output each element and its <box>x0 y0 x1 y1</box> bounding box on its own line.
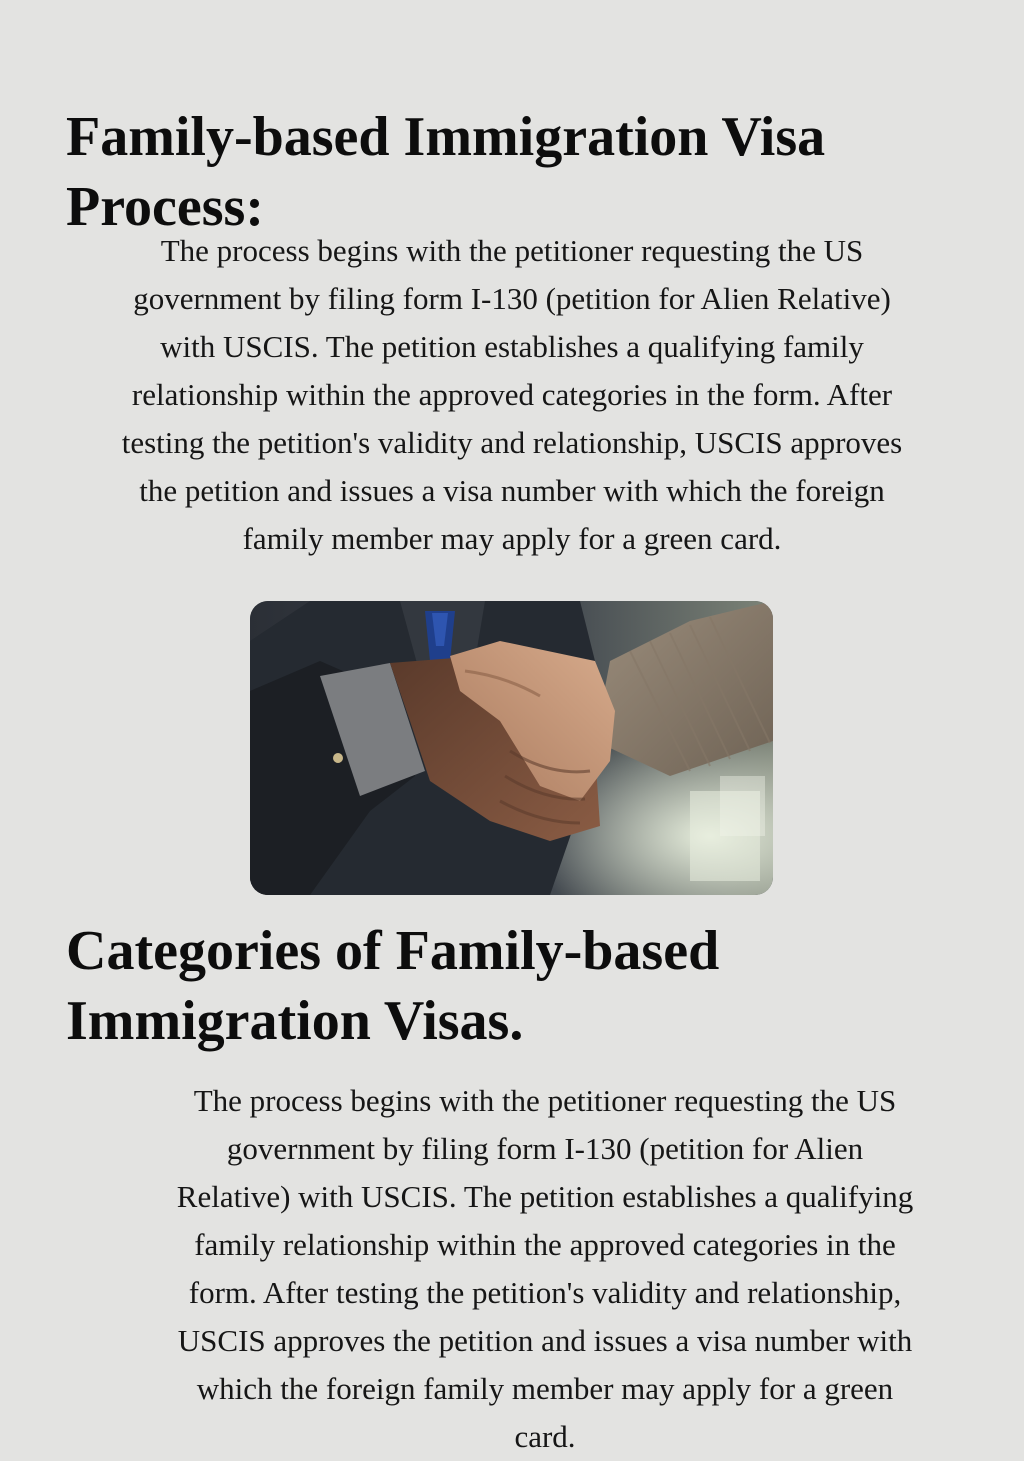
paragraph-line: which the foreign family member may apply for a green <box>196 1371 894 1406</box>
paragraph-line: with USCIS. The petition establishes a qualifying family <box>160 329 864 364</box>
paragraph-line: family relationship within the approved categories in the <box>194 1227 896 1262</box>
section1-heading-line: Process: <box>66 176 264 238</box>
paragraph-line: The process begins with the petitioner requesting the US <box>193 1083 897 1118</box>
paragraph-line: testing the petition's validity and relationship, USCIS approves <box>121 425 903 460</box>
section2-heading-line: Immigration Visas. <box>66 990 524 1052</box>
section2-paragraph <box>120 1077 970 1461</box>
paragraph-line: card. <box>514 1419 576 1454</box>
paragraph-line: The process begins with the petitioner requesting the US <box>160 233 864 268</box>
paragraph-line: Relative) with USCIS. The petition establishes a qualifying <box>176 1179 914 1214</box>
handshake-photo-icon <box>250 601 773 895</box>
paragraph-line: USCIS approves the petition and issues a visa number with <box>177 1323 913 1358</box>
section2-heading <box>66 916 719 1056</box>
paragraph-line: the petition and issues a visa number with which the foreign <box>139 473 885 508</box>
paragraph-line: government by filing form I-130 (petition for Alien Relative) <box>133 281 891 316</box>
section1-heading <box>66 102 825 242</box>
paragraph-line: government by filing form I-130 (petition for Alien <box>226 1131 864 1166</box>
section1-heading-line: Family-based Immigration Visa <box>66 106 826 168</box>
section2-heading-line: Categories of Family-based <box>66 920 720 982</box>
paragraph-line: form. After testing the petition's validity and relationship, <box>188 1275 902 1310</box>
paragraph-line: relationship within the approved categories in the form. After <box>131 377 893 412</box>
paragraph-line: family member may apply for a green card. <box>242 521 782 556</box>
section1-paragraph <box>60 227 964 563</box>
handshake-photo <box>250 601 773 895</box>
